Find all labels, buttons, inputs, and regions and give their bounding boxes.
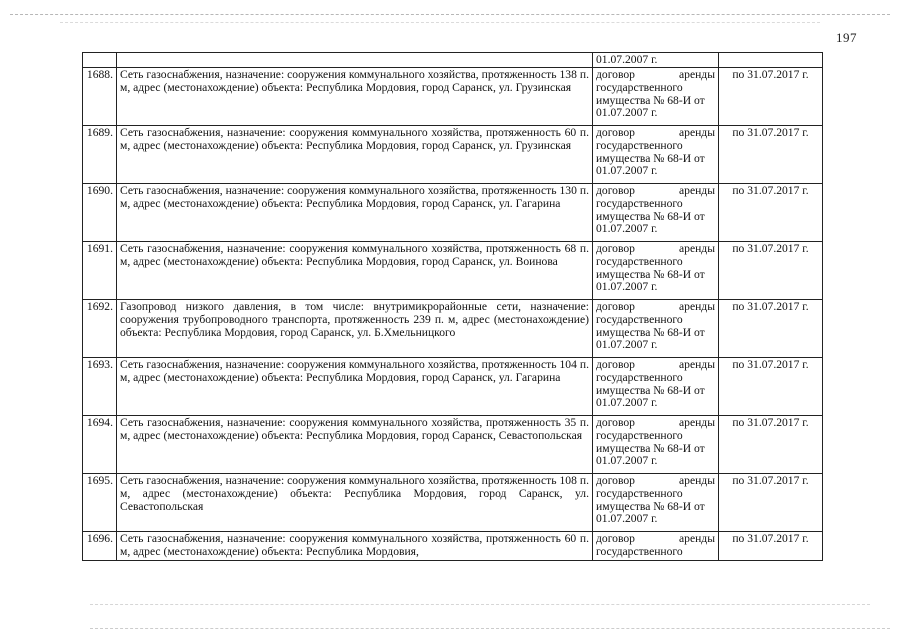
lease-term: по 31.07.2017 г. bbox=[719, 532, 823, 561]
contract-word-dogovor: договор bbox=[596, 126, 635, 139]
contract-details: государственного имущества № 68-И от 01.07.2007 г. bbox=[596, 196, 705, 236]
lease-term: по 31.07.2017 г. bbox=[719, 300, 823, 358]
contract-info bbox=[593, 474, 719, 532]
row-number: 1689. bbox=[83, 126, 117, 184]
table-row bbox=[83, 474, 823, 532]
contract-info bbox=[593, 126, 719, 184]
lease-term: по 31.07.2017 г. bbox=[719, 242, 823, 300]
contract-first-line bbox=[596, 69, 715, 82]
contract-info bbox=[593, 532, 719, 561]
table-row bbox=[83, 126, 823, 184]
contract-info bbox=[593, 358, 719, 416]
contract-word-arendy: аренды bbox=[679, 532, 715, 545]
contract-word-dogovor: договор bbox=[596, 474, 635, 487]
scan-artifact-top-line bbox=[10, 14, 890, 15]
lease-term: по 31.07.2017 г. bbox=[719, 474, 823, 532]
table-row bbox=[83, 358, 823, 416]
page-number: 197 bbox=[836, 30, 857, 45]
row-number: 1695. bbox=[83, 474, 117, 532]
contract-first-line bbox=[596, 533, 715, 546]
object-description: Сеть газоснабжения, назначение: сооружения коммунального хозяйства, протяженность 60 п. м, адрес (местонахождение) объекта: Республика Мордовия, город Саранск, ул. Грузинская bbox=[117, 126, 593, 184]
contract-info bbox=[593, 300, 719, 358]
object-description: Сеть газоснабжения, назначение: сооружения коммунального хозяйства, протяженность 35 п. м, адрес (местонахождение) объекта: Республика Мордовия, город Саранск, Севастопольская bbox=[117, 416, 593, 474]
contract-word-arendy: аренды bbox=[679, 300, 715, 313]
contract-info bbox=[593, 416, 719, 474]
table-row bbox=[83, 184, 823, 242]
cell-term bbox=[719, 53, 823, 68]
contract-details: государственного имущества № 68-И от 01.07.2007 г. bbox=[596, 80, 705, 120]
table-row bbox=[83, 416, 823, 474]
contract-details: государственного имущества № 68-И от 01.07.2007 г. bbox=[596, 138, 705, 178]
contract-info bbox=[593, 68, 719, 126]
object-description: Сеть газоснабжения, назначение: сооружения коммунального хозяйства, протяженность 68 п. м, адрес (местонахождение) объекта: Республика Мордовия, город Саранск, ул. Воинова bbox=[117, 242, 593, 300]
table-row bbox=[83, 532, 823, 561]
contract-word-arendy: аренды bbox=[679, 68, 715, 81]
lease-term: по 31.07.2017 г. bbox=[719, 358, 823, 416]
contract-details: государственного имущества № 68-И от 01.07.2007 г. bbox=[596, 254, 705, 294]
contract-word-dogovor: договор bbox=[596, 242, 635, 255]
cell-desc bbox=[117, 53, 593, 68]
table-row bbox=[83, 242, 823, 300]
contract-details: государственного bbox=[596, 544, 683, 558]
row-number: 1693. bbox=[83, 358, 117, 416]
row-number: 1694. bbox=[83, 416, 117, 474]
lease-term: по 31.07.2017 г. bbox=[719, 126, 823, 184]
contract-word-dogovor: договор bbox=[596, 68, 635, 81]
table-row-continued bbox=[83, 53, 823, 68]
table-row bbox=[83, 300, 823, 358]
row-number: 1690. bbox=[83, 184, 117, 242]
contract-first-line bbox=[596, 417, 715, 430]
scan-artifact-top-line-2 bbox=[60, 22, 820, 23]
contract-first-line bbox=[596, 475, 715, 488]
object-description: Сеть газоснабжения, назначение: сооружения коммунального хозяйства, протяженность 108 п. м, адрес (местонахождение) объекта: Республика Мордовия, город Саранск, ул. Севастопольская bbox=[117, 474, 593, 532]
contract-word-dogovor: договор bbox=[596, 300, 635, 313]
object-description: Сеть газоснабжения, назначение: сооружения коммунального хозяйства, протяженность 104 п. м, адрес (местонахождение) объекта: Республика Мордовия, город Саранск, ул. Гагарина bbox=[117, 358, 593, 416]
object-description: Сеть газоснабжения, назначение: сооружения коммунального хозяйства, протяженность 130 п. м, адрес (местонахождение) объекта: Республика Мордовия, город Саранск, ул. Гагарина bbox=[117, 184, 593, 242]
contract-word-dogovor: договор bbox=[596, 416, 635, 429]
object-description: Газопровод низкого давления, в том числе: внутримикрорайонные сети, назначение: сооружения трубопроводного транспорта, протяженность 239 п. м, адрес (местонахождение) объекта: Республика Мордовия, город Саранск, ул. Б.Хмельницкого bbox=[117, 300, 593, 358]
contract-details: государственного имущества № 68-И от 01.07.2007 г. bbox=[596, 370, 705, 410]
lease-term: по 31.07.2017 г. bbox=[719, 184, 823, 242]
row-number: 1691. bbox=[83, 242, 117, 300]
lease-term: по 31.07.2017 г. bbox=[719, 416, 823, 474]
contract-info bbox=[593, 242, 719, 300]
contract-word-dogovor: договор bbox=[596, 532, 635, 545]
contract-first-line bbox=[596, 127, 715, 140]
contract-details: государственного имущества № 68-И от 01.07.2007 г. bbox=[596, 312, 705, 352]
contract-info bbox=[593, 184, 719, 242]
scan-artifact-bottom-line-2 bbox=[90, 628, 890, 629]
contract-details: государственного имущества № 68-И от 01.07.2007 г. bbox=[596, 486, 705, 526]
cell-num bbox=[83, 53, 117, 68]
contract-word-arendy: аренды bbox=[679, 416, 715, 429]
property-table bbox=[82, 52, 823, 561]
table-row bbox=[83, 68, 823, 126]
contract-details: государственного имущества № 68-И от 01.07.2007 г. bbox=[596, 428, 705, 468]
contract-first-line bbox=[596, 243, 715, 256]
contract-word-dogovor: договор bbox=[596, 184, 635, 197]
contract-first-line bbox=[596, 185, 715, 198]
row-number: 1692. bbox=[83, 300, 117, 358]
object-description: Сеть газоснабжения, назначение: сооружения коммунального хозяйства, протяженность 60 п. м, адрес (местонахождение) объекта: Республика Мордовия, bbox=[117, 532, 593, 561]
row-number: 1696. bbox=[83, 532, 117, 561]
cell-doc-tail: 01.07.2007 г. bbox=[593, 53, 719, 68]
contract-first-line bbox=[596, 301, 715, 314]
contract-first-line bbox=[596, 359, 715, 372]
contract-word-arendy: аренды bbox=[679, 126, 715, 139]
object-description: Сеть газоснабжения, назначение: сооружения коммунального хозяйства, протяженность 138 п. м, адрес (местонахождение) объекта: Республика Мордовия, город Саранск, ул. Грузинская bbox=[117, 68, 593, 126]
lease-term: по 31.07.2017 г. bbox=[719, 68, 823, 126]
contract-word-dogovor: договор bbox=[596, 358, 635, 371]
contract-word-arendy: аренды bbox=[679, 242, 715, 255]
contract-word-arendy: аренды bbox=[679, 474, 715, 487]
scan-artifact-bottom-line bbox=[90, 604, 870, 605]
row-number: 1688. bbox=[83, 68, 117, 126]
contract-word-arendy: аренды bbox=[679, 184, 715, 197]
contract-word-arendy: аренды bbox=[679, 358, 715, 371]
